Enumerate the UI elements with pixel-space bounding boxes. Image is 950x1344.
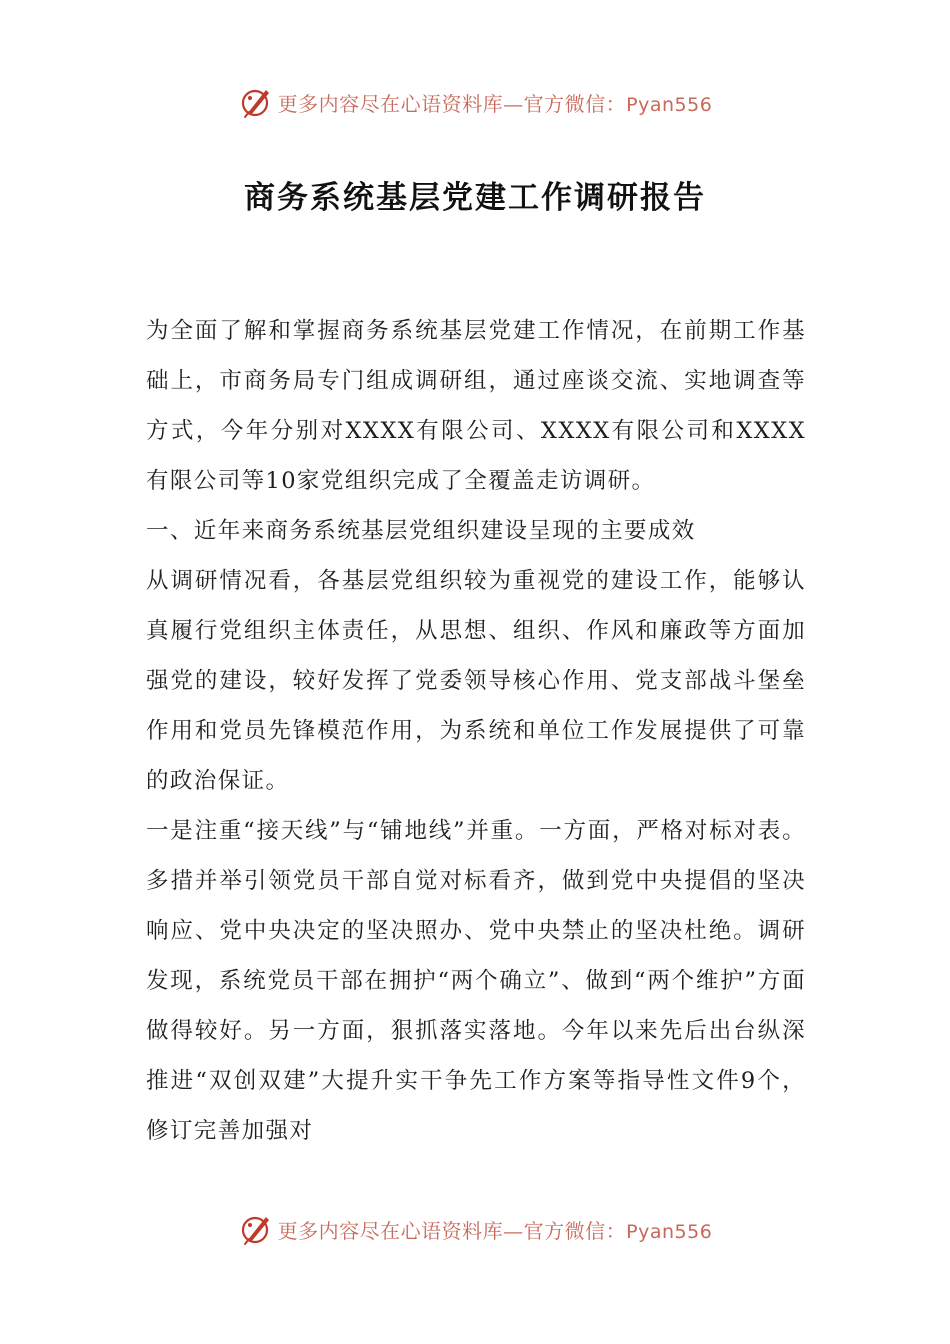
intro-paragraph: 为全面了解和掌握商务系统基层党建工作情况，在前期工作基础上，市商务局专门组成调研组，通过座谈交流、实地调查等方式，今年分别对XXXX有限公司、XXXX有限公司和XXXX有限公司等10家党组织完成了全覆盖走访调研。 (146, 318, 806, 494)
body-paragraph: 一是注重“接天线”与“铺地线”并重。一方面，严格对标对表。多措并举引领党员干部自觉对标看齐，做到党中央提倡的坚决响应、党中央决定的坚决照办、党中央禁止的坚决杜绝。调研发现，系统党员干部在拥护“两个确立”、做到“两个维护”方面做得较好。另一方面，狠抓落实落地。今年以来先后出台纵深推进“双创双建”大提升实干争先工作方案等指导性文件9个，修订完善加强对 (146, 818, 806, 1144)
body-paragraph: 从调研情况看，各基层党组织较为重视党的建设工作，能够认真履行党组织主体责任，从思想、组织、作风和廉政等方面加强党的建设，较好发挥了党委领导核心作用、党支部战斗堡垒作用和党员先锋模范作用，为系统和单位工作发展提供了可靠的政治保证。 (146, 568, 806, 794)
quill-pen-circle-icon (238, 1211, 274, 1247)
header-watermark-banner (0, 82, 950, 122)
document-title: 商务系统基层党建工作调研报告 (244, 180, 706, 216)
watermark-text: 更多内容尽在心语资料库—官方微信：Pyan556 (277, 91, 713, 116)
footer-watermark-banner (0, 1209, 950, 1249)
watermark-text: 更多内容尽在心语资料库—官方微信：Pyan556 (277, 1218, 713, 1243)
document-body (146, 306, 806, 1156)
quill-pen-circle-icon (238, 84, 274, 120)
section-heading: 一、近年来商务系统基层党组织建设呈现的主要成效 (146, 518, 696, 544)
